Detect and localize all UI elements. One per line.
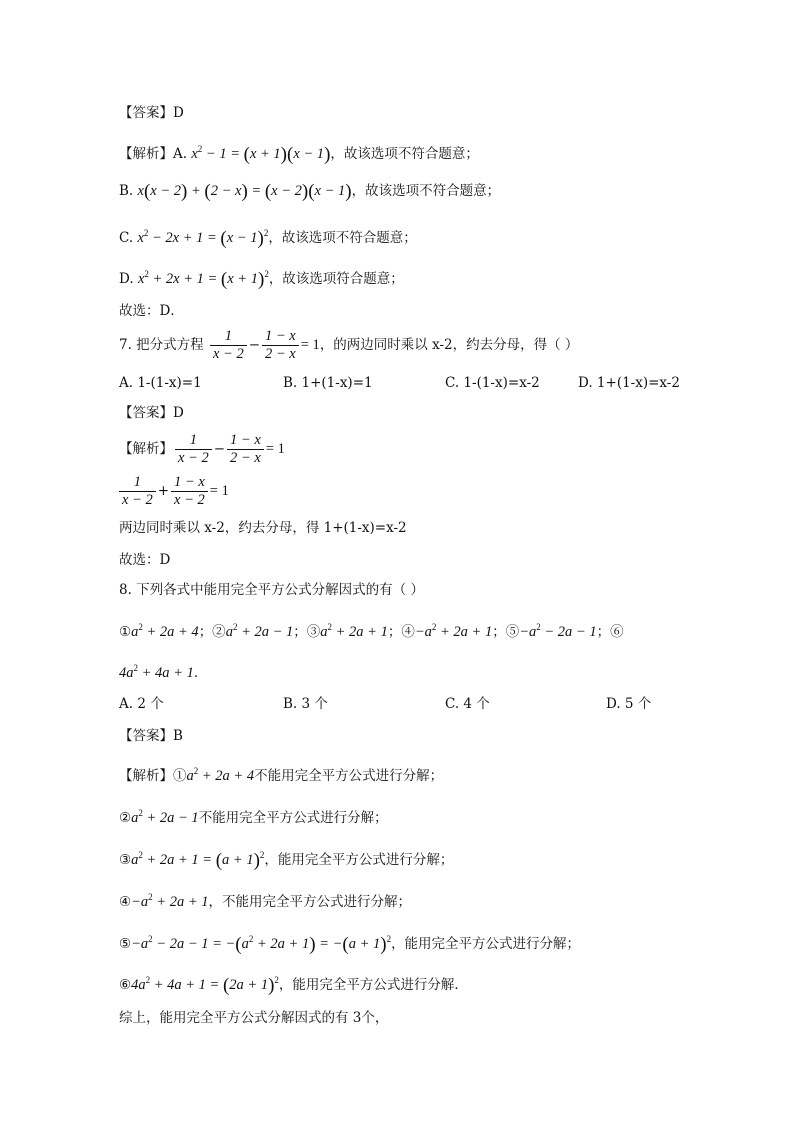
q7-option-c[interactable]: C. 1-(1-x)=x-2 bbox=[445, 375, 540, 391]
math-expression: $x^2 - 2x + 1 = (x - 1)^2$ bbox=[137, 228, 269, 249]
q7-analysis-step3: 两边同时乘以 x-2，约去分母，得 1+(1-x)=x-2 bbox=[119, 520, 407, 536]
analysis-label: 【解析】 bbox=[119, 768, 173, 784]
q6-analysis-c: C. $x^2 - 2x + 1 = (x - 1)^2$，故该选项不符合题意； bbox=[119, 228, 417, 249]
note: ，故该选项不符合题意； bbox=[268, 230, 417, 246]
math-expression: $a^2 + 2a + 1 = (a + 1)^2$ bbox=[131, 850, 265, 871]
math-expression: $a^2 + 2a - 1$ bbox=[225, 622, 294, 640]
q6-analysis-d: D. $x^2 + 2x + 1 = (x + 1)^2$，故该选项符合题意； bbox=[119, 269, 404, 290]
q8-option-c[interactable]: C. 4 个 bbox=[445, 696, 490, 712]
note: 不能用完全平方公式进行分解； bbox=[254, 768, 444, 784]
q7-stem-suffix: ，的两边同时乘以 x-2，约去分母，得（ ） bbox=[319, 337, 579, 353]
math-expression: $-a^2 + 2a + 1$ bbox=[414, 622, 493, 640]
q8-option-d[interactable]: D. 5 个 bbox=[606, 696, 652, 712]
note: ，故该选项符合题意； bbox=[268, 271, 404, 287]
q8-analysis-5: $⑤-a^2 - 2a - 1 = -(a^2 + 2a + 1) = -(a + 1)^2$，能用完全平方公式进行分解； bbox=[119, 934, 581, 955]
fraction: $\frac{1 - x}{2 - x}$ bbox=[262, 328, 299, 363]
math-expression: $x^2 - 1 = (x + 1)(x - 1)$ bbox=[191, 144, 331, 165]
q8-analysis-2: $②a^2 + 2a - 1$不能用完全平方公式进行分解； bbox=[119, 808, 388, 826]
note: 不能用完全平方公式进行分解； bbox=[198, 810, 388, 826]
math-expression: $-a^2 - 2a - 1 = -(a^2 + 2a + 1) = -(a + 1)^2$ bbox=[131, 934, 392, 955]
fraction: $\frac{1 - x}{2 - x}$ bbox=[227, 432, 264, 467]
q7-option-d[interactable]: D. 1+(1-x)=x-2 bbox=[578, 375, 680, 391]
q8-analysis-1: 【解析】$①a^2 + 2a + 4$不能用完全平方公式进行分解； bbox=[119, 766, 444, 784]
q7-option-a[interactable]: A. 1-(1-x)=1 bbox=[119, 375, 202, 391]
q8-expressions-line1: $①a^2 + 2a + 4$；$②a^2 + 2a - 1$；$③a^2 + 2a + 1$；$④-a^2 + 2a + 1$；$⑤-a^2 - 2a - 1$；⑥ bbox=[119, 622, 624, 640]
math-expression: $a^2 + 2a - 1$ bbox=[131, 808, 199, 826]
q7-stem: 7. 把分式方程 $\frac{1}{x - 2}$ − $\frac{1 - x}{2 - x}$ = 1，的两边同时乘以 x-2，约去分母，得（ ） bbox=[119, 328, 579, 362]
q7-conclusion: 故选：D bbox=[119, 552, 171, 568]
q8-stem: 8. 下列各式中能用完全平方公式分解因式的有（ ） bbox=[119, 582, 424, 598]
q8-expressions-line2: $4a^2 + 4a + 1$． bbox=[119, 663, 208, 681]
analysis-label: 【解析】 bbox=[119, 146, 173, 162]
fraction: $\frac{1}{x - 2}$ bbox=[175, 432, 212, 467]
note: ，能用完全平方公式进行分解； bbox=[264, 852, 454, 868]
math-expression: $-a^2 + 2a + 1$ bbox=[131, 892, 209, 910]
fraction: $\frac{1}{x - 2}$ bbox=[210, 328, 247, 363]
q8-option-b[interactable]: B. 3 个 bbox=[283, 696, 328, 712]
q7-analysis-step2: $\frac{1}{x - 2}$ + $\frac{1 - x}{x - 2}$ = 1 bbox=[119, 474, 229, 509]
q8-analysis-6: $⑥4a^2 + 4a + 1 = (2a + 1)^2$，能用完全平方公式进行分解． bbox=[119, 975, 468, 996]
q6-answer: 【答案】D bbox=[119, 105, 184, 121]
q6-analysis-a: 【解析】A. $x^2 - 1 = (x + 1)(x - 1)$，故该选项不符合题意； bbox=[119, 144, 479, 165]
analysis-label: 【解析】 bbox=[119, 441, 173, 457]
q8-answer: 【答案】B bbox=[119, 728, 183, 744]
q6-conclusion: 故选：D． bbox=[119, 303, 184, 319]
note: ，故该选项不符合题意； bbox=[351, 183, 501, 199]
q7-option-b[interactable]: B. 1+(1-x)=1 bbox=[283, 375, 373, 391]
math-expression: $4a^2 + 4a + 1 = (2a + 1)^2$ bbox=[131, 975, 279, 996]
q8-analysis-3: $③a^2 + 2a + 1 = (a + 1)^2$，能用完全平方公式进行分解； bbox=[119, 850, 454, 871]
fraction: $\frac{1 - x}{x - 2}$ bbox=[171, 474, 208, 509]
math-expression: $4a^2 + 4a + 1$ bbox=[119, 663, 194, 681]
q8-analysis-4: $④-a^2 + 2a + 1$，不能用完全平方公式进行分解； bbox=[119, 892, 411, 910]
q8-option-a[interactable]: A. 2 个 bbox=[119, 696, 164, 712]
q6-analysis-b: B. x(x − 2) + (2 − x) = (x − 2)(x − 1)，故该选项不符合题意； bbox=[119, 181, 501, 202]
note: ，故该选项不符合题意； bbox=[330, 146, 479, 162]
math-expression: $-a^2 - 2a - 1$ bbox=[519, 622, 597, 640]
q8-summary: 综上，能用完全平方公式分解因式的有 3个， bbox=[119, 1010, 389, 1026]
q7-answer: 【答案】D bbox=[119, 405, 184, 421]
math-expression: $a^2 + 2a + 4$ bbox=[186, 766, 255, 784]
q7-analysis-step1: 【解析】 $\frac{1}{x - 2}$ − $\frac{1 - x}{2 - x}$ = 1 bbox=[119, 432, 285, 466]
note: ，能用完全平方公式进行分解． bbox=[278, 977, 468, 993]
math-expression: $a^2 + 2a + 4$ bbox=[131, 622, 199, 640]
note: ，不能用完全平方公式进行分解； bbox=[208, 894, 411, 910]
q7-stem-prefix: 7. 把分式方程 bbox=[119, 337, 204, 353]
math-expression: $x^2 + 2x + 1 = (x + 1)^2$ bbox=[137, 269, 269, 290]
fraction: $\frac{1}{x - 2}$ bbox=[119, 474, 156, 509]
math-expression: x(x − 2) + (2 − x) = (x − 2)(x − 1) bbox=[137, 181, 352, 202]
note: ，能用完全平方公式进行分解； bbox=[391, 936, 581, 952]
math-expression: $a^2 + 2a + 1$ bbox=[320, 622, 388, 640]
